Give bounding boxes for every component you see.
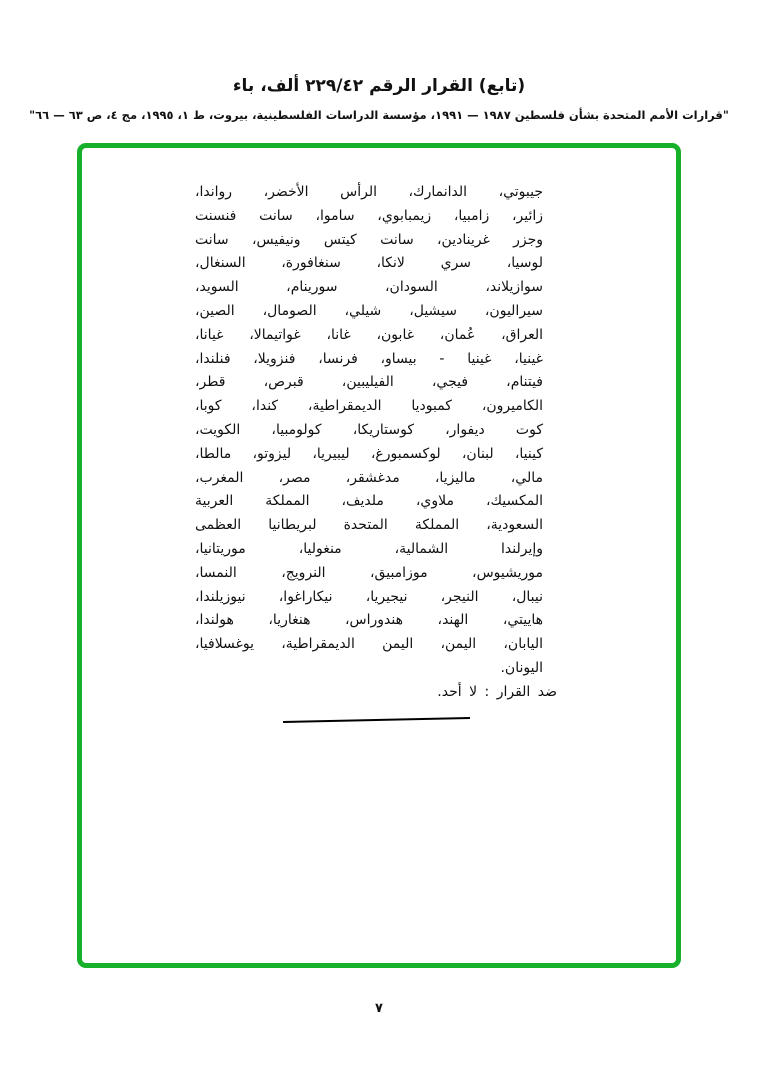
page-title: (تابع) القرار الرقم ٢٢٩/٤٢ ألف، باء: [232, 76, 526, 96]
country-list-line: اليونان.: [500, 659, 543, 676]
source-citation: "قرارات الأمم المتحدة بشأن فلسطين ١٩٨٧ — ١٩٩١، مؤسسة الدراسات الفلسطينية، بيروت، ط ١، ١٩٩٥، مج ٤، ص ٦٣ — ٦٦": [29, 108, 729, 122]
country-list-line: كينيا، لبنان، لوكسمبورغ، ليبيريا، ليزوتو، مالطا،: [195, 445, 543, 462]
against-vote-line: ضد القرار : لا أحد.: [437, 683, 557, 700]
country-list-line: اليابان، اليمن، اليمن الديمقراطية، يوغسلافيا،: [195, 636, 543, 653]
country-list-line: وجزر غرينادين، سانت كيتس ونيفيس، سانت: [195, 231, 543, 248]
country-list-line: نيبال، النيجر، نيجيريا، نيكاراغوا، نيوزيلندا،: [195, 588, 543, 605]
country-list: [195, 181, 543, 681]
page-number: ٧: [375, 1001, 383, 1016]
country-list-line: الكاميرون، كمبوديا الديمقراطية، كندا، كوبا،: [195, 398, 543, 415]
country-list-line: سوازيلاند، السودان، سورينام، السويد،: [195, 279, 543, 296]
country-list-line: وإيرلندا الشمالية، منغوليا، موريتانيا،: [195, 540, 543, 557]
country-list-line: جيبوتي، الدانمارك، الرأس الأخضر، رواندا،: [195, 184, 543, 200]
country-list-line: موريشيوس، موزامبيق، النرويج، النمسا،: [195, 564, 543, 581]
country-list-line: المكسيك، ملاوي، ملديف، المملكة العربية: [195, 493, 543, 510]
country-list-line: زائير، زامبيا، زيمبابوي، ساموا، سانت فنسنت: [195, 207, 543, 224]
country-list-line: مالي، ماليزيا، مدغشقر، مصر، المغرب،: [195, 469, 543, 486]
country-list-line: العراق، عُمان، غابون، غانا، غواتيمالا، غيانا،: [195, 326, 543, 343]
country-list-line: فيتنام، فيجي، الفيليبين، قبرص، قطر،: [195, 374, 543, 391]
country-list-line: غينيا، غينيا - بيساو، فرنسا، فنزويلا، فنلندا،: [195, 350, 543, 367]
country-list-line: كوت ديفوار، كوستاريكا، كولومبيا، الكويت،: [195, 421, 543, 438]
country-list-line: لوسيا، سري لانكا، سنغافورة، السنغال،: [195, 255, 543, 272]
divider-rule: [283, 717, 470, 723]
resolution-vote-text: [195, 181, 557, 705]
country-list-line: هاييتي، الهند، هندوراس، هنغاريا، هولندا،: [195, 612, 543, 629]
country-list-line: سيراليون، سيشيل، شيلي، الصومال، الصين،: [195, 302, 543, 319]
green-frame: [77, 143, 681, 968]
country-list-line: السعودية، المملكة المتحدة لبريطانيا العظمى: [195, 517, 543, 534]
